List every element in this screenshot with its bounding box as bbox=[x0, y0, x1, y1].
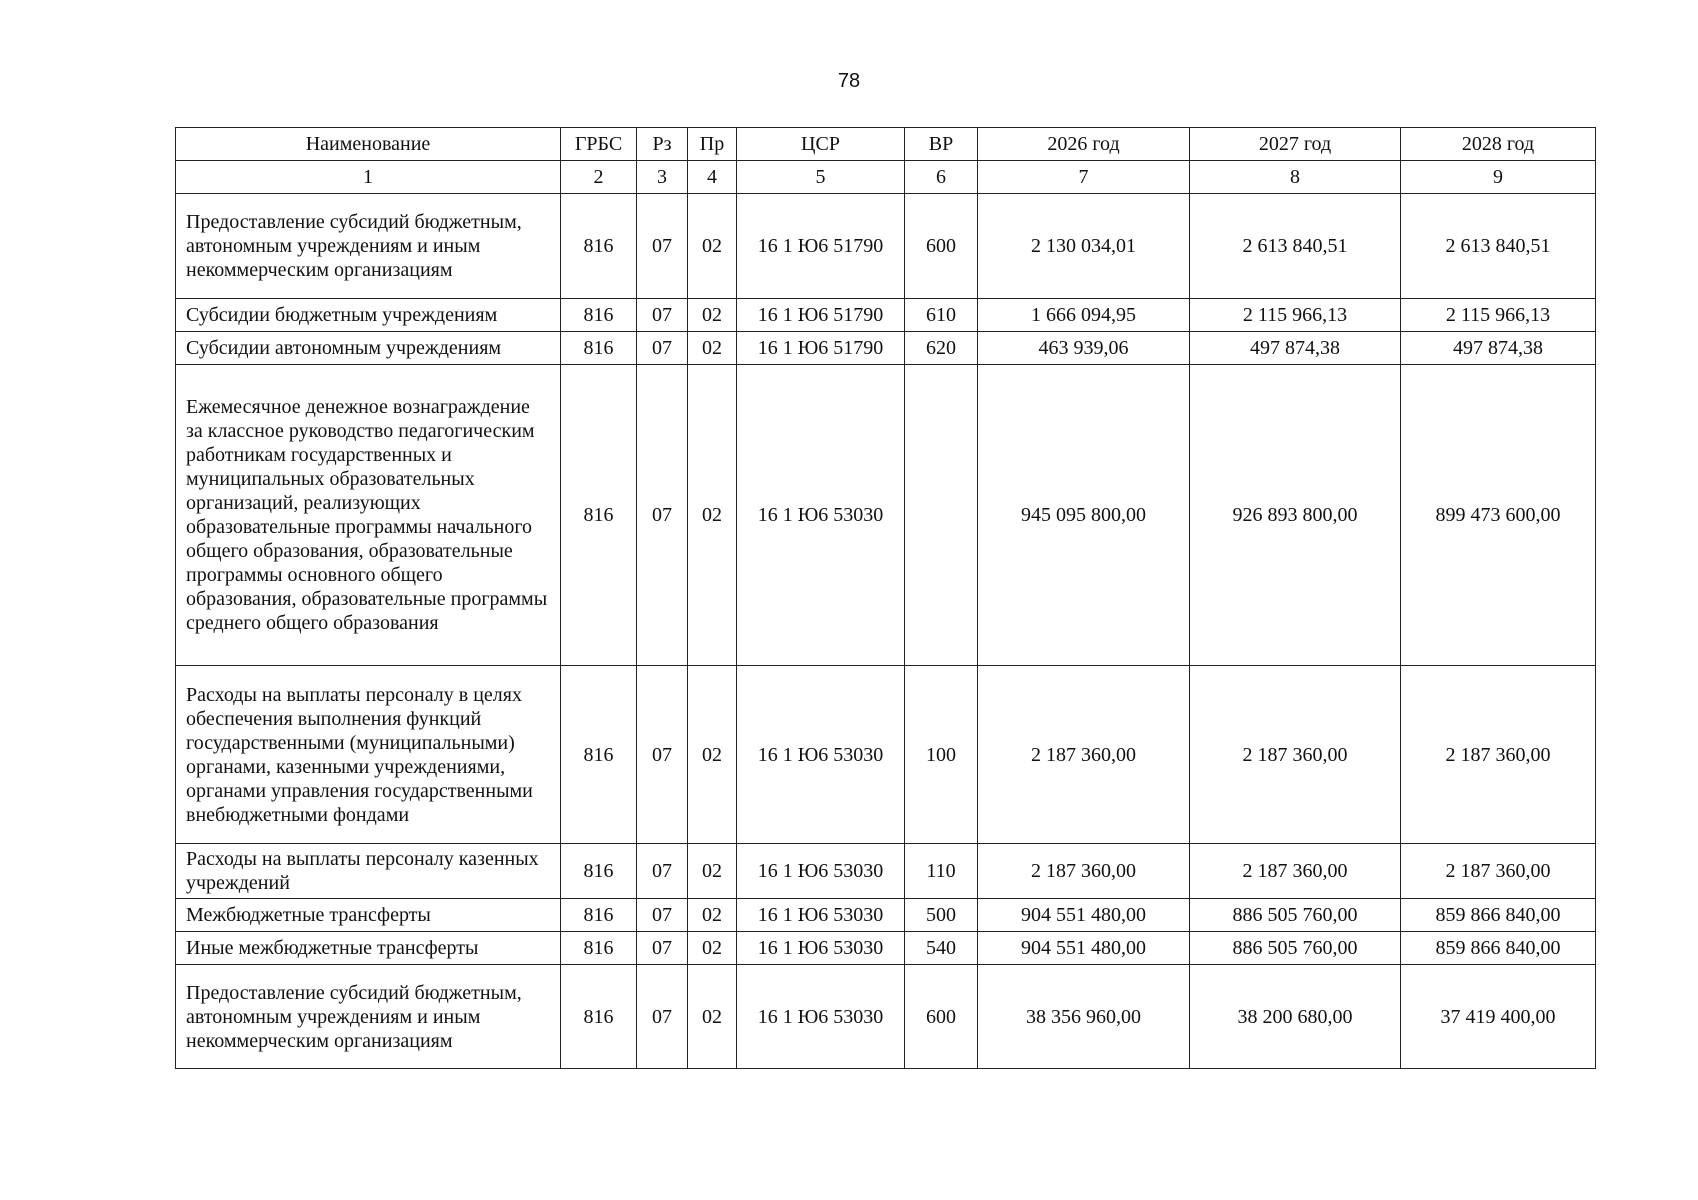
grbs-cell: 816 bbox=[561, 194, 637, 299]
csr-cell: 16 1 Ю6 53030 bbox=[737, 844, 905, 899]
rz-cell: 07 bbox=[637, 299, 688, 332]
column-number-row bbox=[176, 161, 1596, 194]
amount-2026-cell: 1 666 094,95 bbox=[978, 299, 1190, 332]
column-header: Рз bbox=[637, 128, 688, 161]
amount-2028-cell: 37 419 400,00 bbox=[1401, 965, 1596, 1069]
vr-cell: 600 bbox=[905, 965, 978, 1069]
table-row bbox=[176, 299, 1596, 332]
csr-cell: 16 1 Ю6 51790 bbox=[737, 332, 905, 365]
column-header: 2028 год bbox=[1401, 128, 1596, 161]
amount-2026-cell: 2 187 360,00 bbox=[978, 666, 1190, 844]
pr-cell: 02 bbox=[688, 965, 737, 1069]
grbs-cell: 816 bbox=[561, 332, 637, 365]
pr-cell: 02 bbox=[688, 365, 737, 666]
pr-cell: 02 bbox=[688, 194, 737, 299]
item-name: Межбюджетные трансферты bbox=[176, 899, 561, 932]
amount-2028-cell: 2 115 966,13 bbox=[1401, 299, 1596, 332]
grbs-cell: 816 bbox=[561, 666, 637, 844]
amount-2026-cell: 904 551 480,00 bbox=[978, 899, 1190, 932]
amount-2028-cell: 899 473 600,00 bbox=[1401, 365, 1596, 666]
rz-cell: 07 bbox=[637, 965, 688, 1069]
amount-2026-cell: 38 356 960,00 bbox=[978, 965, 1190, 1069]
amount-2026-cell: 904 551 480,00 bbox=[978, 932, 1190, 965]
vr-cell: 600 bbox=[905, 194, 978, 299]
amount-2028-cell: 859 866 840,00 bbox=[1401, 932, 1596, 965]
column-header: Пр bbox=[688, 128, 737, 161]
column-number: 2 bbox=[561, 161, 637, 194]
column-header: 2027 год bbox=[1190, 128, 1401, 161]
csr-cell: 16 1 Ю6 53030 bbox=[737, 365, 905, 666]
table-row bbox=[176, 844, 1596, 899]
csr-cell: 16 1 Ю6 53030 bbox=[737, 899, 905, 932]
table-row bbox=[176, 965, 1596, 1069]
amount-2027-cell: 926 893 800,00 bbox=[1190, 365, 1401, 666]
amount-2028-cell: 2 187 360,00 bbox=[1401, 844, 1596, 899]
item-name: Иные межбюджетные трансферты bbox=[176, 932, 561, 965]
amount-2027-cell: 2 187 360,00 bbox=[1190, 844, 1401, 899]
column-header: 2026 год bbox=[978, 128, 1190, 161]
column-number: 7 bbox=[978, 161, 1190, 194]
grbs-cell: 816 bbox=[561, 299, 637, 332]
grbs-cell: 816 bbox=[561, 365, 637, 666]
pr-cell: 02 bbox=[688, 932, 737, 965]
item-name: Предоставление субсидий бюджетным, автономным учреждениям и иным некоммерческим организациям bbox=[176, 194, 561, 299]
rz-cell: 07 bbox=[637, 844, 688, 899]
item-name: Ежемесячное денежное вознаграждение за классное руководство педагогическим работникам государственных и муниципальных образовательных организаций, реализующих образовательные программы начального общего образования, образовательные программы основного общего образования, образовательные программы среднего общего образования bbox=[176, 365, 561, 666]
amount-2027-cell: 2 187 360,00 bbox=[1190, 666, 1401, 844]
rz-cell: 07 bbox=[637, 932, 688, 965]
page-number: 78 bbox=[837, 70, 861, 92]
item-name: Расходы на выплаты персоналу в целях обеспечения выполнения функций государственными (муниципальными) органами, казенными учреждениями, органами управления государственными внебюджетными фондами bbox=[176, 666, 561, 844]
rz-cell: 07 bbox=[637, 194, 688, 299]
csr-cell: 16 1 Ю6 53030 bbox=[737, 666, 905, 844]
table-row bbox=[176, 365, 1596, 666]
amount-2028-cell: 497 874,38 bbox=[1401, 332, 1596, 365]
grbs-cell: 816 bbox=[561, 899, 637, 932]
column-number: 3 bbox=[637, 161, 688, 194]
vr-cell: 540 bbox=[905, 932, 978, 965]
grbs-cell: 816 bbox=[561, 932, 637, 965]
item-name: Предоставление субсидий бюджетным, автономным учреждениям и иным некоммерческим организациям bbox=[176, 965, 561, 1069]
grbs-cell: 816 bbox=[561, 965, 637, 1069]
column-number: 5 bbox=[737, 161, 905, 194]
column-header: Наименование bbox=[176, 128, 561, 161]
csr-cell: 16 1 Ю6 53030 bbox=[737, 932, 905, 965]
amount-2028-cell: 2 187 360,00 bbox=[1401, 666, 1596, 844]
vr-cell: 610 bbox=[905, 299, 978, 332]
pr-cell: 02 bbox=[688, 299, 737, 332]
table-row bbox=[176, 932, 1596, 965]
column-header: ВР bbox=[905, 128, 978, 161]
rz-cell: 07 bbox=[637, 666, 688, 844]
amount-2026-cell: 2 130 034,01 bbox=[978, 194, 1190, 299]
vr-cell: 100 bbox=[905, 666, 978, 844]
amount-2026-cell: 945 095 800,00 bbox=[978, 365, 1190, 666]
rz-cell: 07 bbox=[637, 899, 688, 932]
pr-cell: 02 bbox=[688, 844, 737, 899]
vr-cell bbox=[905, 365, 978, 666]
vr-cell: 620 bbox=[905, 332, 978, 365]
grbs-cell: 816 bbox=[561, 844, 637, 899]
column-number: 8 bbox=[1190, 161, 1401, 194]
header-row bbox=[176, 128, 1596, 161]
amount-2027-cell: 2 115 966,13 bbox=[1190, 299, 1401, 332]
amount-2026-cell: 463 939,06 bbox=[978, 332, 1190, 365]
amount-2027-cell: 2 613 840,51 bbox=[1190, 194, 1401, 299]
amount-2028-cell: 2 613 840,51 bbox=[1401, 194, 1596, 299]
column-number: 1 bbox=[176, 161, 561, 194]
rz-cell: 07 bbox=[637, 365, 688, 666]
column-number: 9 bbox=[1401, 161, 1596, 194]
vr-cell: 500 bbox=[905, 899, 978, 932]
table-row bbox=[176, 194, 1596, 299]
pr-cell: 02 bbox=[688, 899, 737, 932]
item-name: Расходы на выплаты персоналу казенных учреждений bbox=[176, 844, 561, 899]
item-name: Субсидии автономным учреждениям bbox=[176, 332, 561, 365]
column-header: ЦСР bbox=[737, 128, 905, 161]
amount-2027-cell: 886 505 760,00 bbox=[1190, 932, 1401, 965]
vr-cell: 110 bbox=[905, 844, 978, 899]
pr-cell: 02 bbox=[688, 666, 737, 844]
table-row bbox=[176, 666, 1596, 844]
csr-cell: 16 1 Ю6 53030 bbox=[737, 965, 905, 1069]
budget-table bbox=[175, 127, 1596, 1069]
table-row bbox=[176, 899, 1596, 932]
rz-cell: 07 bbox=[637, 332, 688, 365]
amount-2027-cell: 497 874,38 bbox=[1190, 332, 1401, 365]
pr-cell: 02 bbox=[688, 332, 737, 365]
column-header: ГРБС bbox=[561, 128, 637, 161]
column-number: 4 bbox=[688, 161, 737, 194]
item-name: Субсидии бюджетным учреждениям bbox=[176, 299, 561, 332]
amount-2026-cell: 2 187 360,00 bbox=[978, 844, 1190, 899]
csr-cell: 16 1 Ю6 51790 bbox=[737, 299, 905, 332]
amount-2027-cell: 38 200 680,00 bbox=[1190, 965, 1401, 1069]
amount-2028-cell: 859 866 840,00 bbox=[1401, 899, 1596, 932]
column-number: 6 bbox=[905, 161, 978, 194]
csr-cell: 16 1 Ю6 51790 bbox=[737, 194, 905, 299]
amount-2027-cell: 886 505 760,00 bbox=[1190, 899, 1401, 932]
table-row bbox=[176, 332, 1596, 365]
